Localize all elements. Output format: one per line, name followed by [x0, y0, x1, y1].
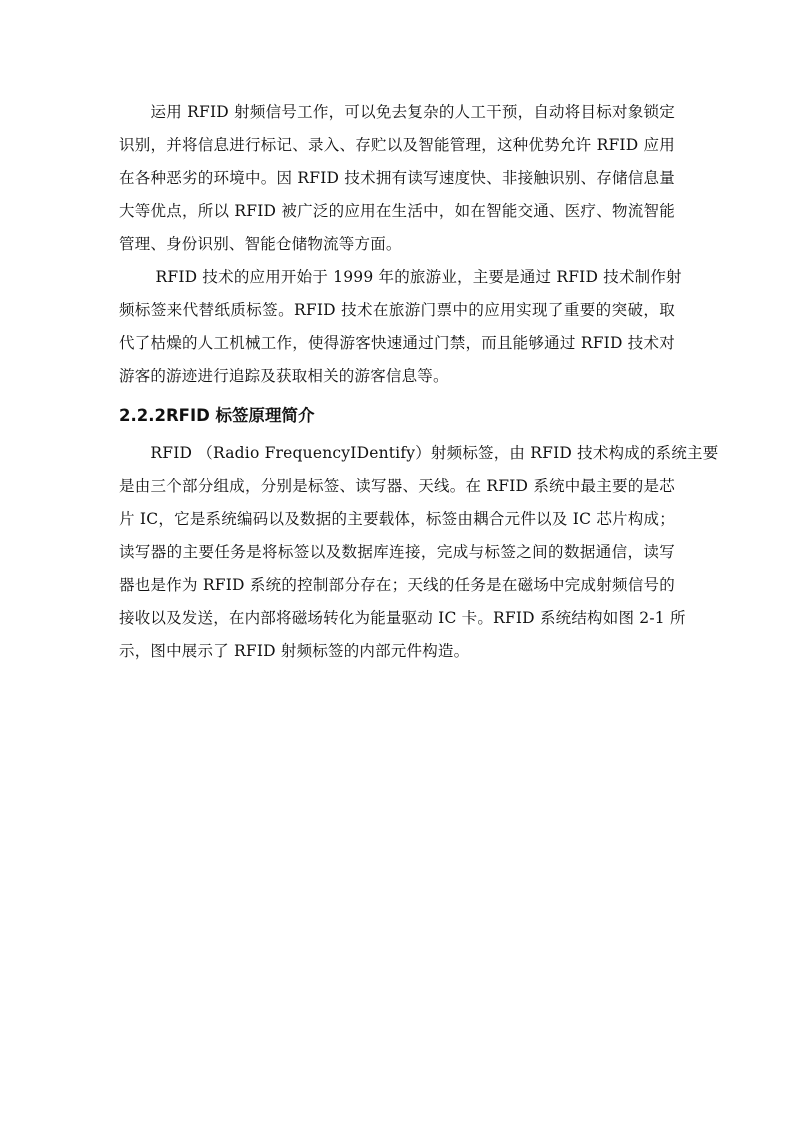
paragraph-line: 在各种恶劣的环境中。因 RFID 技术拥有读写速度快、非接触识别、存储信息量 [119, 169, 675, 187]
paragraph-line: 运用 RFID 射频信号工作，可以免去复杂的人工干预，自动将目标对象锁定 [119, 103, 675, 121]
paragraph-line: 频标签来代替纸质标签。RFID 技术在旅游门票中的应用实现了重要的突破，取 [119, 301, 675, 319]
paragraph-rfid-tourism [119, 261, 682, 393]
paragraph-rfid-principle [119, 437, 719, 668]
paragraph-line: 读写器的主要任务是将标签以及数据库连接，完成与标签之间的数据通信，读写 [119, 543, 675, 561]
paragraph-line: 片 IC，它是系统编码以及数据的主要载体，标签由耦合元件以及 IC 芯片构成； [119, 510, 675, 528]
paragraph-line: 代了枯燥的人工机械工作，使得游客快速通过门禁，而且能够通过 RFID 技术对 [119, 334, 675, 352]
paragraph-line: RFID （Radio FrequencyIDentify）射频标签，由 RFID 技术构成的系统主要 [119, 444, 719, 462]
paragraph-line: 大等优点，所以 RFID 被广泛的应用在生活中，如在智能交通、医疗、物流智能 [119, 202, 675, 220]
paragraph-line: 识别，并将信息进行标记、录入、存贮以及智能管理，这种优势允许 RFID 应用 [119, 136, 675, 154]
paragraph-line: 示，图中展示了 RFID 射频标签的内部元件构造。 [119, 642, 470, 660]
paragraph-line: 管理、身份识别、智能仓储物流等方面。 [119, 235, 402, 253]
paragraph-rfid-advantages [119, 96, 675, 261]
section-heading: 2.2.2RFID 标签原理简介 [119, 406, 315, 425]
paragraph-line: RFID 技术的应用开始于 1999 年的旅游业，主要是通过 RFID 技术制作射 [119, 268, 682, 286]
paragraph-line: 游客的游迹进行追踪及获取相关的游客信息等。 [119, 367, 449, 385]
paragraph-line: 器也是作为 RFID 系统的控制部分存在；天线的任务是在磁场中完成射频信号的 [119, 576, 675, 594]
paragraph-line: 是由三个部分组成，分别是标签、读写器、天线。在 RFID 系统中最主要的是芯 [119, 477, 675, 495]
paragraph-line: 接收以及发送，在内部将磁场转化为能量驱动 IC 卡。RFID 系统结构如图 2-1 所 [119, 609, 686, 627]
document-page [119, 96, 719, 668]
